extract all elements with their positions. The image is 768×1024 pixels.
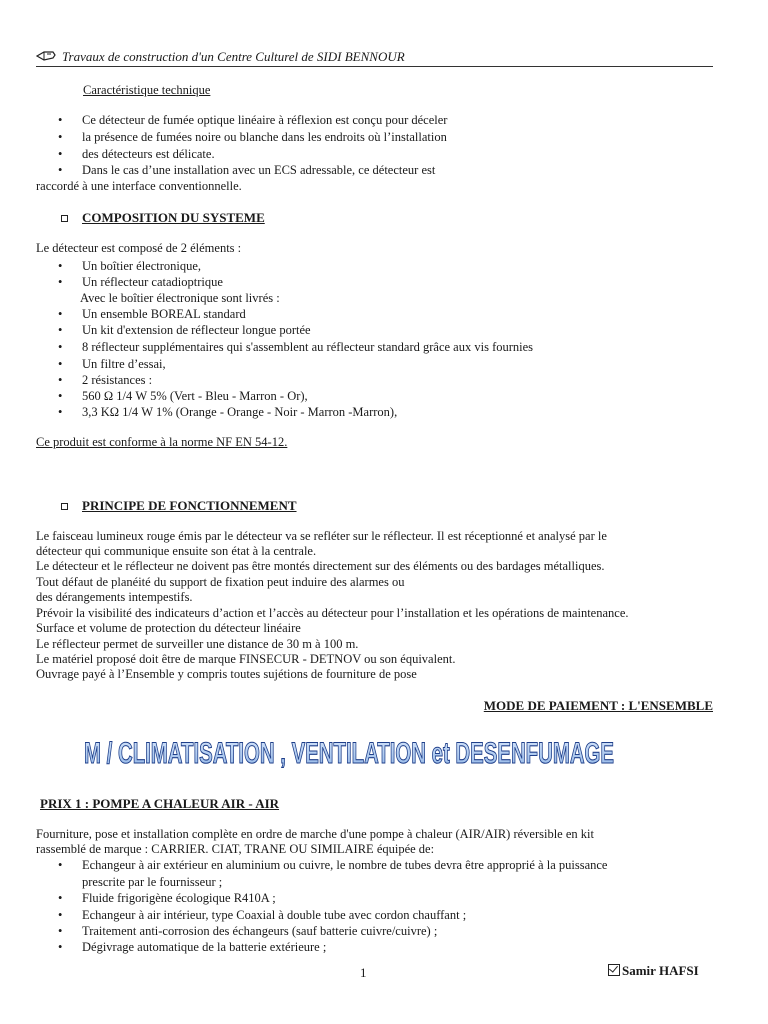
bullet-dot: • xyxy=(58,340,63,354)
caracteristique-bullet: des détecteurs est délicate. xyxy=(82,147,215,161)
bullet-dot: • xyxy=(58,858,63,872)
section-square-icon xyxy=(61,215,68,222)
principe-line: Surface et volume de protection du détecteur linéaire xyxy=(36,621,301,635)
composition-sub: Avec le boîtier électronique sont livrés : xyxy=(80,291,280,305)
principe-line: Prévoir la visibilité des indicateurs d’action et l’accès au détecteur pour l’installation et les opérations de maintenance. xyxy=(36,606,629,620)
bullet-dot: • xyxy=(58,259,63,273)
principe-line: Ouvrage payé à l’Ensemble y compris toutes sujétions de fourniture de pose xyxy=(36,667,417,681)
section-square-icon xyxy=(61,503,68,510)
prix1-bullet: Fluide frigorigène écologique R410A ; xyxy=(82,891,276,905)
pen-hand-icon xyxy=(36,50,56,62)
principe-line: Le réflecteur permet de surveiller une distance de 30 m à 100 m. xyxy=(36,637,359,651)
bullet-dot: • xyxy=(58,891,63,905)
principe-line: des dérangements intempestifs. xyxy=(36,590,193,604)
bullet-dot: • xyxy=(58,147,63,161)
composition-bullet: 8 réflecteur supplémentaires qui s'assemblent au réflecteur standard grâce aux vis fournies xyxy=(82,340,534,354)
composition-bullet: 560 Ω 1/4 W 5% (Vert - Bleu - Marron - Or), xyxy=(82,389,308,403)
bullet-dot: • xyxy=(58,163,63,177)
principe-line: Le détecteur et le réflecteur ne doivent pas être montés directement sur des éléments ou des bardages métalliques. xyxy=(36,559,605,573)
header-title: Travaux de construction d'un Centre Culturel de SIDI BENNOUR xyxy=(62,49,405,64)
bullet-dot: • xyxy=(58,307,63,321)
bullet-dot: • xyxy=(58,357,63,371)
prix1-bullet: Echangeur à air extérieur en aluminium ou cuivre, le nombre de tubes devra être approprié à la puissance xyxy=(82,858,608,872)
principe-line: Tout défaut de planéité du support de fixation peut induire des alarmes ou xyxy=(36,575,405,589)
composition-bullet: Un boîtier électronique, xyxy=(82,259,202,273)
caracteristique-bullet: la présence de fumées noire ou blanche dans les endroits où l’installation xyxy=(82,130,447,144)
conformity-note: Ce produit est conforme à la norme NF EN 54-12. xyxy=(36,435,288,449)
principe-line: détecteur qui communique ensuite son état à la centrale. xyxy=(36,544,317,558)
composition-bullet: 3,3 KΩ 1/4 W 1% (Orange - Orange - Noir - Marron -Marron), xyxy=(82,405,398,419)
caracteristique-bullet: Dans le cas d’une installation avec un ECS adressable, ce détecteur est xyxy=(82,163,436,177)
composition-title: COMPOSITION DU SYSTEME xyxy=(82,210,265,225)
prix1-title: PRIX 1 : POMPE A CHALEUR AIR - AIR xyxy=(40,796,280,811)
caracteristique-heading: Caractéristique technique xyxy=(83,83,211,97)
principe-line: Le matériel proposé doit être de marque FINSECUR - DETNOV ou son équivalent. xyxy=(36,652,456,666)
payment-mode: MODE DE PAIEMENT : L'ENSEMBLE xyxy=(483,698,713,713)
bullet-dot: • xyxy=(58,924,63,938)
signature xyxy=(608,963,699,979)
page-number: 1 xyxy=(360,965,367,980)
bullet-dot: • xyxy=(58,908,63,922)
composition-bullet: Un ensemble BOREAL standard xyxy=(82,307,246,321)
bullet-dot: • xyxy=(58,130,63,144)
principe-line: Le faisceau lumineux rouge émis par le détecteur va se refléter sur le réflecteur. Il est réceptionné et analysé par le xyxy=(36,529,607,543)
prix1-intro-line: rassemblé de marque : CARRIER. CIAT, TRANE OU SIMILAIRE équipée de: xyxy=(36,842,435,856)
composition-intro: Le détecteur est composé de 2 éléments : xyxy=(36,241,242,255)
caracteristique-bullet: Ce détecteur de fumée optique linéaire à réflexion est conçu pour déceler xyxy=(82,113,448,127)
checkbox-icon xyxy=(608,964,620,976)
bullet-dot: • xyxy=(58,323,63,337)
page-header xyxy=(36,48,713,67)
caracteristique-continuation: raccordé à une interface conventionnelle. xyxy=(36,179,242,193)
composition-bullet: 2 résistances : xyxy=(82,373,153,387)
bullet-dot: • xyxy=(58,405,63,419)
composition-bullet: Un réflecteur catadioptrique xyxy=(82,275,223,289)
principe-title: PRINCIPE DE FONCTIONNEMENT xyxy=(82,498,297,513)
composition-bullet: Un kit d'extension de réflecteur longue portée xyxy=(82,323,311,337)
bullet-dot: • xyxy=(58,275,63,289)
section-banner xyxy=(80,730,640,774)
bullet-dot: • xyxy=(58,389,63,403)
bullet-dot: • xyxy=(58,940,63,954)
prix1-bullet: Traitement anti-corrosion des échangeurs (sauf batterie cuivre/cuivre) ; xyxy=(82,924,438,938)
composition-bullet: Un filtre d’essai, xyxy=(82,357,166,371)
prix1-intro-line: Fourniture, pose et installation complète en ordre de marche d'une pompe à chaleur (AIR/AIR) réversible en kit xyxy=(36,827,594,841)
banner-text: M / CLIMATISATION , VENTILATION et DESENFUMAGE xyxy=(84,737,614,770)
bullet-dot: • xyxy=(58,373,63,387)
bullet-dot: • xyxy=(58,113,63,127)
prix1-bullet: Dégivrage automatique de la batterie extérieure ; xyxy=(82,940,327,954)
prix1-bullet: Echangeur à air intérieur, type Coaxial à double tube avec cordon chauffant ; xyxy=(82,908,467,922)
prix1-bullet-cont: prescrite par le fournisseur ; xyxy=(82,875,223,889)
signature-name: Samir HAFSI xyxy=(622,963,699,978)
